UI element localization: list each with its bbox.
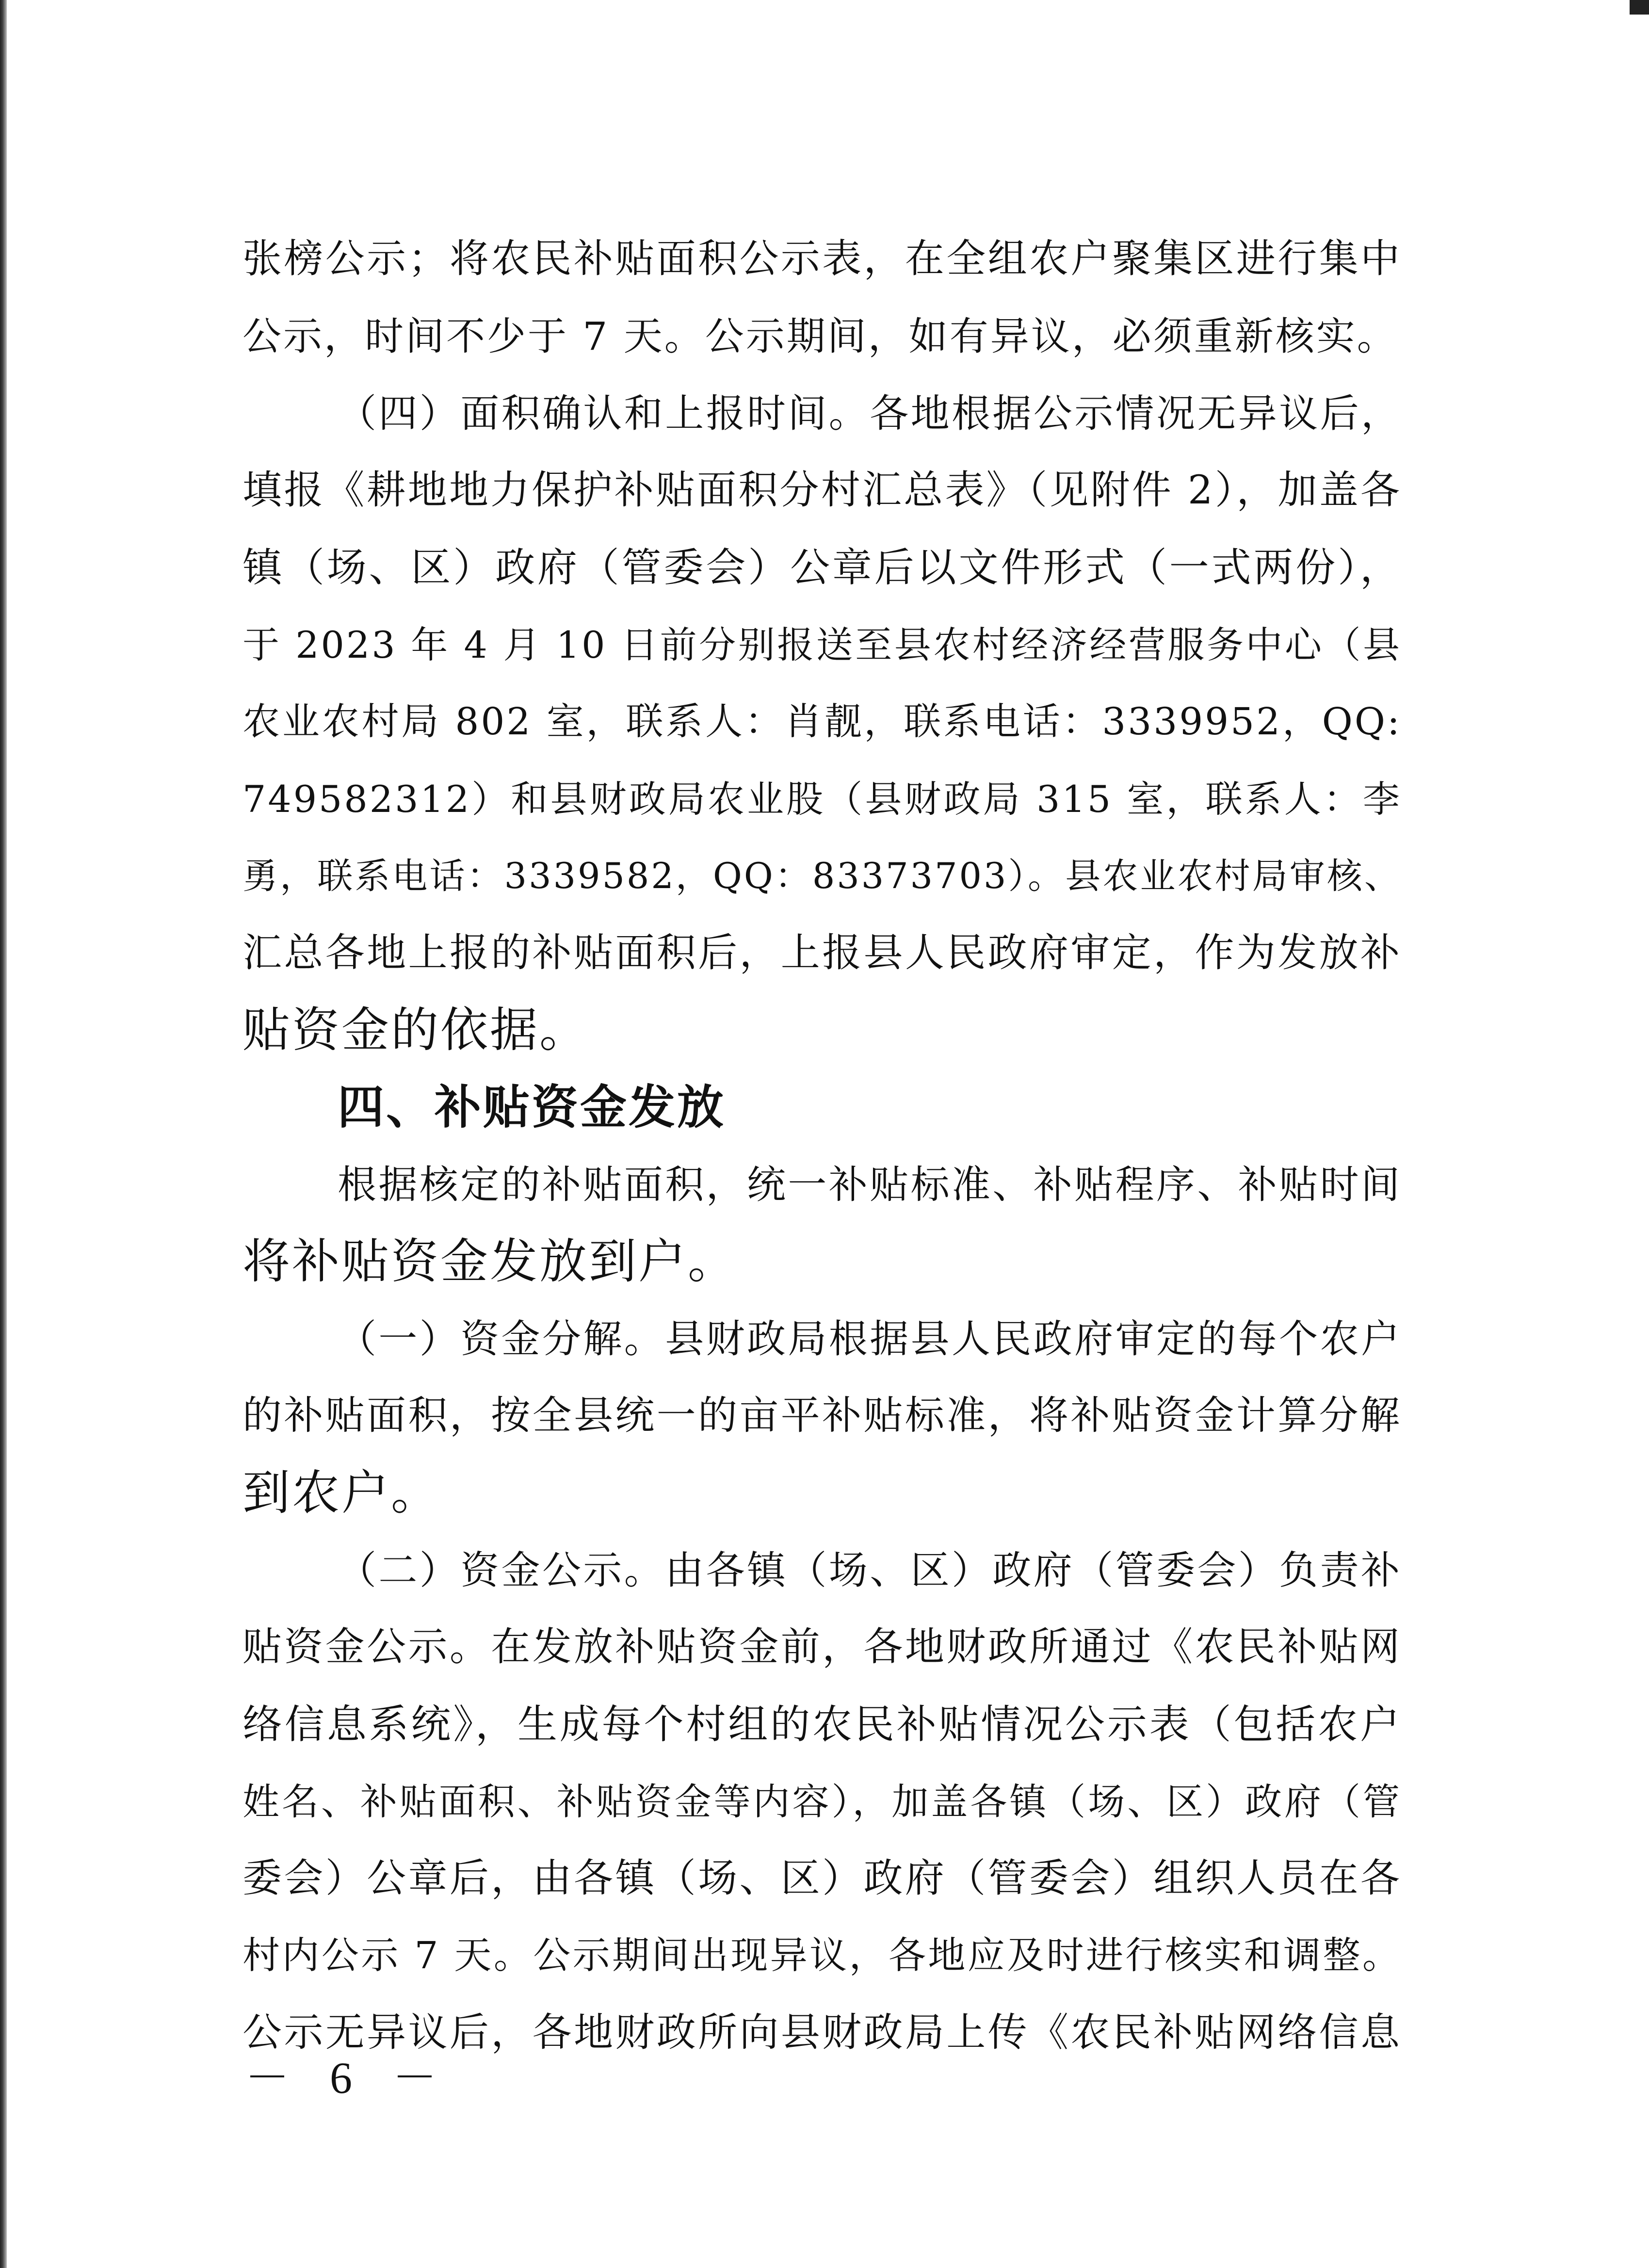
text-line: 勇，联系电话：3339582，QQ：83373703）。县农业农村局审核、 (242, 856, 1402, 897)
text-line: 姓名、补贴面积、补贴资金等内容），加盖各镇（场、区）政府（管 (242, 1780, 1402, 1823)
page-number: － 6 － (245, 2053, 452, 2103)
text-line: 到农户。 (242, 1465, 441, 1521)
text-line: 将补贴资金发放到户。 (242, 1234, 738, 1289)
text-line: 村内公示 7 天。公示期间出现异议，各地应及时进行核实和调整。 (242, 1934, 1402, 1977)
text-line: 于 2023 年 4 月 10 日前分别报送至县农村经济经营服务中心（县 (242, 623, 1402, 666)
text-line: 委会）公章后，由各镇（场、区）政府（管委会）组织人员在各 (242, 1856, 1402, 1901)
text-line: 络信息系统》，生成每个村组的农民补贴情况公示表（包括农户 (242, 1701, 1402, 1748)
text-line: 贴资金公示。在发放补贴资金前，各地财政所通过《农民补贴网 (242, 1624, 1402, 1670)
text-line: 贴资金的依据。 (242, 1003, 589, 1058)
text-line: 镇（场、区）政府（管委会）公章后以文件形式（一式两份）， (242, 545, 1402, 591)
text-line: 汇总各地上报的补贴面积后，上报县人民政府审定，作为发放补 (242, 930, 1402, 976)
text-line: （四）面积确认和上报时间。各地根据公示情况无异议后， (338, 391, 1402, 436)
text-line: （一）资金分解。县财政局根据县人民政府审定的每个农户 (338, 1316, 1402, 1361)
text-line: 张榜公示；将农民补贴面积公示表，在全组农户聚集区进行集中 (242, 236, 1402, 282)
text-line: （二）资金公示。由各镇（场、区）政府（管委会）负责补 (338, 1548, 1402, 1593)
document-body (242, 221, 1402, 2072)
text-line: 公示无异议后，各地财政所向县财政局上传《农民补贴网络信息 (242, 2010, 1402, 2056)
text-line: 公示，时间不少于 7 天。公示期间，如有异议，必须重新核实。 (242, 314, 1398, 359)
scan-border-left (0, 0, 7, 2268)
text-line: 农业农村局 802 室，联系人：肖靓，联系电话：3339952，QQ: (242, 700, 1402, 744)
section-heading: 四、补贴资金发放 (338, 1080, 726, 1134)
text-line: 的补贴面积，按全县统一的亩平补贴标准，将补贴资金计算分解 (242, 1393, 1402, 1439)
text-line: 根据核定的补贴面积，统一补贴标准、补贴程序、补贴时间 (338, 1162, 1402, 1207)
text-line: 749582312）和县财政局农业股（县财政局 315 室，联系人：李 (242, 778, 1402, 821)
text-line: 填报《耕地地力保护补贴面积分村汇总表》（见附件 2），加盖各 (242, 468, 1402, 513)
scan-mark-top-right (1630, 0, 1649, 15)
